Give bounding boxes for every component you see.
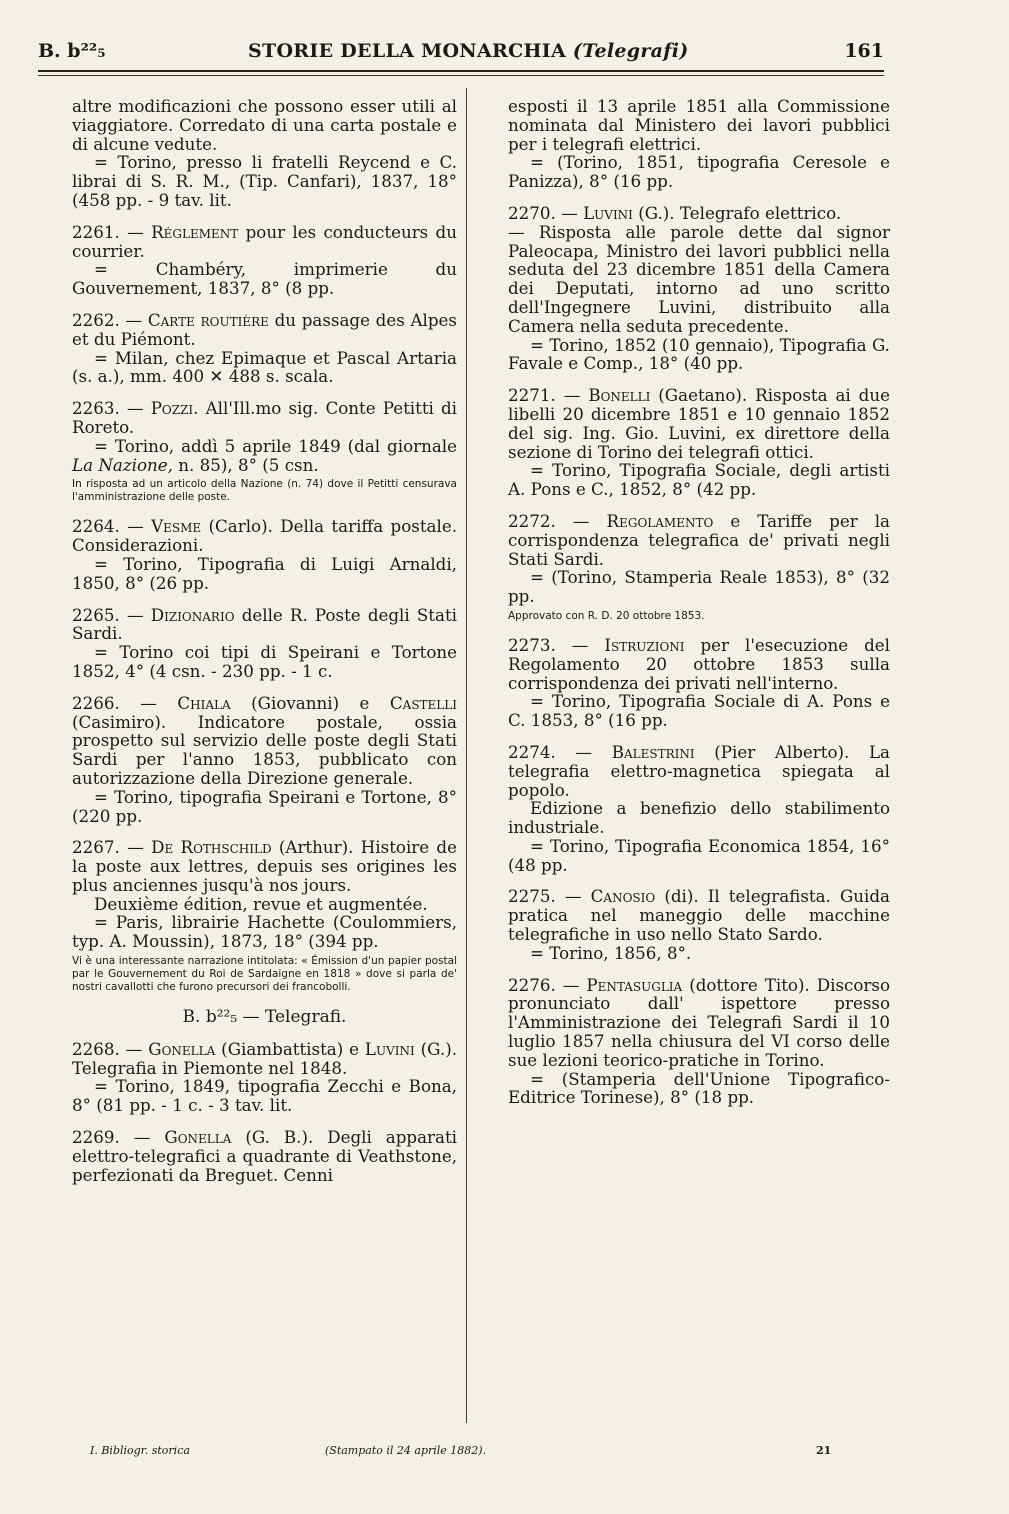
entry-note: Vi è una interessante narrazione intitolata: « Émission d'un papier postal par le Gouvernement du Roi de Sardaigne en 1818 » dove si parla de' nostri cavallotti che furono precursori dei francobolli. — [72, 955, 457, 994]
entry-author: Bonelli — [588, 385, 651, 406]
entry-author: Gonella — [164, 1127, 232, 1148]
section-heading: B. b²²₅ — Telegrafi. — [182, 1007, 347, 1028]
section-code: B. b²²₅ — [38, 40, 106, 62]
catalog-entry — [508, 976, 890, 1070]
publication-info: = Torino, Tipografia di Luigi Arnaldi, 1850, 8° (26 pp. — [72, 553, 457, 593]
entry-title: (dottore Tito). Discorso pronunciato dall' ispettore presso l'Amministrazione dei Telegrafi Sardi il 10 luglio 1857 nella chiusura del VI corso delle sue lezioni teorico-pratiche in Torino. — [508, 974, 890, 1070]
entry-number: 2268. — — [72, 1038, 149, 1059]
entry-number: 2275. — — [508, 886, 591, 907]
publication-info: = (Torino, Stamperia Reale 1853), 8° (32 pp. — [508, 567, 890, 607]
pub-text: n. 85), 8° (5 csn. — [173, 454, 319, 475]
entry-title: (Pier Alberto). La telegrafia elettro-magnetica spiegata al popolo. — [508, 741, 890, 800]
catalog-entry — [72, 838, 457, 894]
entry-author-2: Luvini — [364, 1038, 415, 1059]
entry-note: Approvato con R. D. 20 ottobre 1853. — [508, 609, 705, 622]
entry-number: 2266. — — [72, 692, 178, 713]
publication-info: = Torino, Tipografia Sociale, degli artisti A. Pons e C., 1852, 8° (42 pp. — [508, 460, 890, 500]
entry-title: (G. B.). Degli apparati elettro-telegrafici a quadrante di Veathstone, perfezionati da Breguet. Cenni — [72, 1127, 457, 1185]
entry-author: Pentasuglia — [586, 974, 683, 995]
publication-info: = Torino coi tipi di Speirani e Tortone 1852, 4° (4 csn. - 230 pp. - 1 c. — [72, 642, 457, 681]
publication-info: = Torino, Tipografia Economica 1854, 16° (48 pp. — [508, 835, 890, 875]
entry-title: delle R. Poste degli Stati Sardi. — [72, 604, 457, 644]
entry-number: 2267. — — [72, 837, 152, 858]
publication-info: = Chambéry, imprimerie du Gouvernement, 1837, 8° (8 pp. — [72, 259, 457, 299]
publication-info: = Torino, 1849, tipografia Zecchi e Bona, 8° (81 pp. - 1 c. - 3 tav. lit. — [72, 1076, 457, 1116]
entry-number: 2274. — — [508, 741, 612, 762]
body-text: — Risposta alle parole dette dal signor Paleocapa, Ministro dei lavori pubblici nella seduta del 23 dicembre 1851 della Camera dei Deputati, intorno ad uno scritto dell'Ingegnere Luvini, distribuito alla Camera nella seduta precedente. — [508, 221, 890, 336]
entry-author: Gonella — [148, 1038, 216, 1059]
entry-author-2: Castelli — [389, 692, 457, 713]
entry-number: 2264. — — [72, 516, 152, 537]
entry-author: Canosio — [590, 886, 656, 907]
entry-number: 2270. — — [508, 202, 584, 223]
entry-number: 2271. — — [508, 385, 589, 406]
entry-title: pour les conducteurs du courrier. — [72, 221, 457, 261]
entry-number: 2261. — — [72, 221, 152, 242]
catalog-entry — [72, 399, 457, 437]
header-rule-thin — [38, 75, 884, 76]
entry-author: Balestrini — [611, 741, 695, 762]
right-column — [508, 97, 890, 1107]
entry-number: 2272. — — [508, 510, 607, 531]
body-text: esposti il 13 aprile 1851 alla Commissione nominata dal Ministero dei lavori pubblici per i telegrafi elettrici. — [508, 96, 890, 154]
page-title-italic: (Telegrafi) — [572, 40, 689, 62]
publication-info: = Milan, chez Epimaque et Pascal Artaria (s. a.), mm. 400 ✕ 488 s. scala. — [72, 347, 457, 387]
entry-title: (G.). Telegrafia in Piemonte nel 1848. — [72, 1038, 458, 1078]
entry-title: (Arthur). Histoire de la poste aux lettres, depuis ses origines les plus anciennes jusqu'à nos jours. — [72, 837, 457, 895]
publication-info: Edizione a benefizio dello stabilimento industriale. — [508, 798, 890, 838]
catalog-entry — [72, 694, 457, 788]
catalog-entry — [508, 636, 890, 692]
page-title — [248, 40, 689, 62]
entry-title: e Tariffe per la corrispondenza telegrafica de' privati negli Stati Sardi. — [508, 510, 890, 569]
publication-info: = (Torino, 1851, tipografia Ceresole e Panizza), 8° (16 pp. — [508, 152, 890, 192]
footer-signature: I. Bibliogr. storica — [90, 1444, 190, 1457]
page-title-main: STORIE DELLA MONARCHIA — [248, 40, 573, 62]
entry-number: 2273. — — [508, 634, 605, 655]
entry-connector: (Giovanni) e — [230, 692, 390, 713]
column-divider — [466, 88, 467, 1423]
entry-title: (Casimiro). Indicatore postale, ossia prospetto sul servizio delle poste degli Stati Sardi per l'anno 1853, pubblicato con autorizzazione della Direzione generale. — [72, 711, 457, 788]
entry-author: Réglement — [151, 221, 239, 242]
catalog-entry — [72, 517, 457, 555]
pub-italic: La Nazione, — [72, 454, 173, 475]
entry-number: 2269. — — [72, 1127, 165, 1148]
entry-number: 2265. — — [72, 604, 151, 625]
entry-author: Vesme — [151, 516, 202, 537]
running-header — [38, 38, 884, 70]
catalog-entry — [508, 887, 890, 943]
entry-title: (G.). Telegrafo elettrico. — [632, 202, 842, 223]
publication-info: = Torino, tipografia Speirani e Tortone, 8° (220 pp. — [72, 786, 457, 826]
entry-author: Luvini — [583, 202, 633, 223]
entry-title: All'Ill.mo sig. Conte Petitti di Roreto. — [72, 398, 457, 437]
entry-title: (Carlo). Della tariffa postale. Considerazioni. — [72, 516, 457, 556]
publication-info: = Torino, presso li fratelli Reycend e C. librai di S. R. M., (Tip. Canfari), 1837, 18° (458 pp. - 9 tav. lit. — [72, 152, 457, 210]
catalog-entry — [508, 386, 890, 461]
publication-info: = Paris, librairie Hachette (Coulommiers, typ. A. Moussin), 1873, 18° (394 pp. — [72, 912, 457, 952]
entry-number: 2276. — — [508, 974, 587, 995]
body-text: altre modificazioni che possono esser utili al viaggiatore. Corredato di una carta postale e di alcune vedute. — [72, 96, 457, 154]
left-column — [72, 97, 457, 1184]
entry-title: (di). Il telegrafista. Guida pratica nel maneggio delle macchine telegrafiche in uso nello Stato Sardo. — [508, 886, 890, 945]
catalog-entry — [72, 223, 457, 261]
page-number: 161 — [844, 40, 884, 62]
catalog-entry — [72, 1040, 457, 1078]
entry-author: Dizionario — [150, 604, 235, 625]
publication-info: = Torino, 1856, 8°. — [530, 942, 692, 963]
entry-number: 2263. — — [72, 398, 151, 419]
entry-author: Pozzi. — [150, 398, 199, 419]
entry-author: Regolamento — [606, 510, 714, 531]
catalog-entry — [508, 512, 890, 568]
footer-print-date: (Stampato il 24 aprile 1882). — [325, 1444, 487, 1457]
publication-info — [72, 437, 457, 475]
footer-sheet-number: 21 — [816, 1444, 832, 1457]
entry-connector: (Giambattista) e — [215, 1038, 365, 1059]
entry-author: De Rothschild — [151, 837, 272, 858]
publication-info: = Torino, Tipografia Sociale di A. Pons e C. 1853, 8° (16 pp. — [508, 691, 890, 731]
entry-title: du passage des Alpes et du Piémont. — [72, 309, 457, 349]
entry-title: per l'esecuzione del Regolamento 20 ottobre 1853 sulla corrispondenza dei privati nell'interno. — [508, 634, 890, 693]
entry-number: 2262. — — [72, 309, 148, 330]
header-rule — [38, 70, 884, 72]
entry-author: Carte routière — [147, 309, 269, 330]
entry-author: Istruzioni — [604, 634, 685, 655]
catalog-entry — [72, 606, 457, 644]
catalog-entry — [72, 311, 457, 349]
entry-note: In risposta ad un articolo della Nazione (n. 74) dove il Petitti censurava l'amministrazione delle poste. — [72, 478, 457, 504]
publication-info: = Torino, 1852 (10 gennaio), Tipografia G. Favale e Comp., 18° (40 pp. — [508, 334, 890, 374]
catalog-entry — [508, 204, 890, 223]
entry-title: (Gaetano). Risposta ai due libelli 20 dicembre 1851 e 10 gennaio 1852 del sig. Ing. Gio. Luvini, ex direttore della sezione di Torino dei telegrafi ottici. — [508, 385, 890, 462]
publication-info: Deuxième édition, revue et augmentée. — [94, 893, 428, 914]
entry-author: Chiala — [177, 692, 231, 713]
catalog-entry — [508, 743, 890, 799]
pub-text: = Torino, addì 5 aprile 1849 (dal giornale — [94, 435, 457, 456]
catalog-entry — [72, 1128, 457, 1184]
publication-info: = (Stamperia dell'Unione Tipografico-Editrice Torinese), 8° (18 pp. — [508, 1068, 890, 1108]
